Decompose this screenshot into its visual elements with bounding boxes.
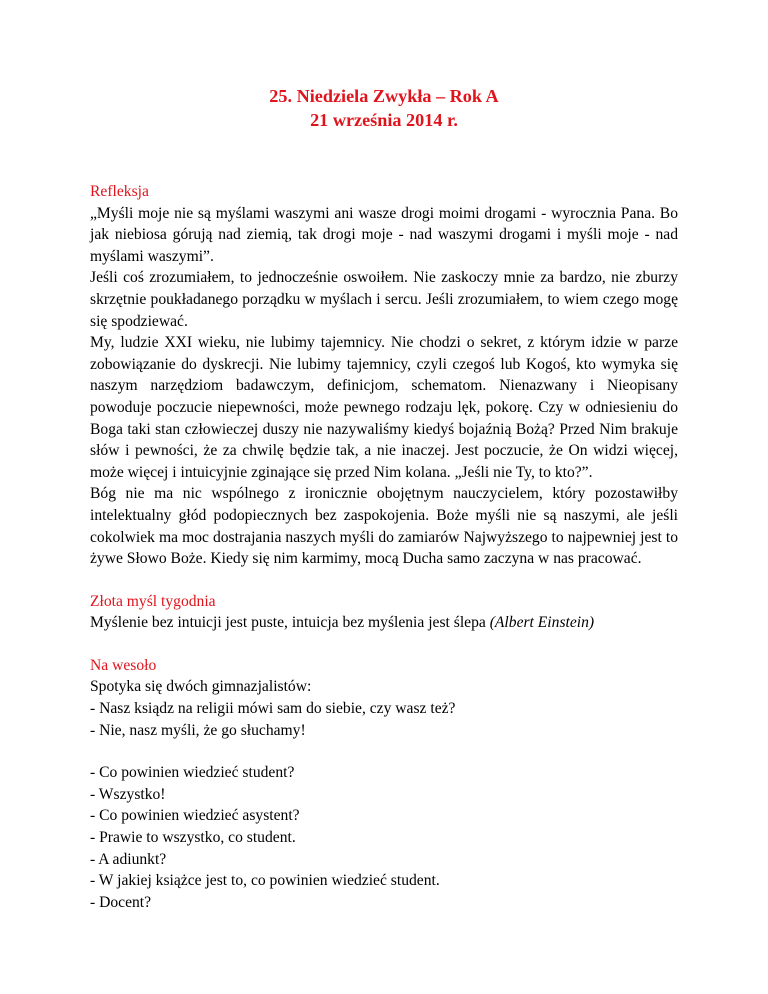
- document-page: [90, 84, 678, 934]
- thought-section: [90, 591, 678, 634]
- spacer: [90, 741, 678, 762]
- joke-line: - Wszystko!: [90, 785, 166, 803]
- thought-quote: [90, 612, 678, 634]
- reflection-paragraph: Jeśli coś zrozumiałem, to jednocześnie oswoiłem. Nie zaskoczy mnie za bardzo, nie zburzy skrzętnie poukładanego porządku w myślach i sercu. Jeśli zrozumiałem, to wiem czego mogę się spodziewać.: [90, 269, 678, 330]
- joke-line: Spotyka się dwóch gimnazjalistów:: [90, 678, 312, 696]
- page-date: 21 września 2014 r.: [310, 110, 458, 130]
- joke-line: - A adiunkt?: [90, 850, 167, 868]
- humor-section: [90, 655, 678, 914]
- joke-line: - Docent?: [90, 893, 152, 911]
- title-block: [90, 84, 678, 132]
- reflection-paragraph: Bóg nie ma nic wspólnego z ironicznie obojętnym nauczycielem, który pozostawiłby intelektualny głód podopiecznych bez zaspokojenia. Boże myśli nie są naszymi, ale jeśli cokolwiek ma moc dostrajania naszych myśli do zamiarów Najwyższego to najpewniej jest to żywe Słowo Boże. Kiedy się nim karmimy, mocą Ducha samo zaczyna w nas pracować.: [90, 485, 678, 568]
- thought-author: (Albert Einstein): [489, 614, 595, 632]
- joke-line: - Prawie to wszystko, co student.: [90, 829, 296, 847]
- page-title: 25. Niedziela Zwykła – Rok A: [269, 86, 499, 106]
- humor-heading: Na wesoło: [90, 656, 157, 674]
- thought-text: Myślenie bez intuicji jest puste, intuicja bez myślenia jest ślepa: [90, 614, 490, 632]
- thought-heading: Złota myśl tygodnia: [90, 592, 216, 610]
- joke-line: - Co powinien wiedzieć student?: [90, 764, 295, 782]
- joke-line: - Nasz ksiądz na religii mówi sam do siebie, czy wasz też?: [90, 700, 456, 718]
- reflection-section: [90, 181, 678, 570]
- reflection-paragraph: „Myśli moje nie są myślami waszymi ani wasze drogi moimi drogami - wyrocznia Pana. Bo jak niebiosa górują nad ziemią, tak drogi moje - nad waszymi drogami i myśli moje - nad myślami waszymi”.: [90, 204, 678, 265]
- joke-line: - W jakiej książce jest to, co powinien wiedzieć student.: [90, 872, 440, 890]
- reflection-heading: Refleksja: [90, 183, 149, 200]
- joke-line: - Co powinien wiedzieć asystent?: [90, 807, 300, 825]
- reflection-paragraph: My, ludzie XXI wieku, nie lubimy tajemnicy. Nie chodzi o sekret, z którym idzie w parze zobowiązanie do dyskrecji. Nie lubimy tajemnicy, czyli czegoś lub Kogoś, kto wymyka się naszym narzędziom badawczym, definicjom, schematom. Nienazwany i Nieopisany powoduje poczucie niepewności, może pewnego rodzaju lęk, pokorę. Czy w odniesieniu do Boga taki stan człowieczej duszy nie nazywaliśmy kiedyś bojaźnią Bożą? Przed Nim brakuje słów i pewności, że za chwilę będzie tak, a nie inaczej. Jest poczucie, że On widzi więcej, może więcej i intuicyjnie zginające się przed Nim kolana. „Jeśli nie Ty, to kto?”.: [90, 334, 678, 481]
- joke-line: - Nie, nasz myśli, że go słuchamy!: [90, 721, 306, 739]
